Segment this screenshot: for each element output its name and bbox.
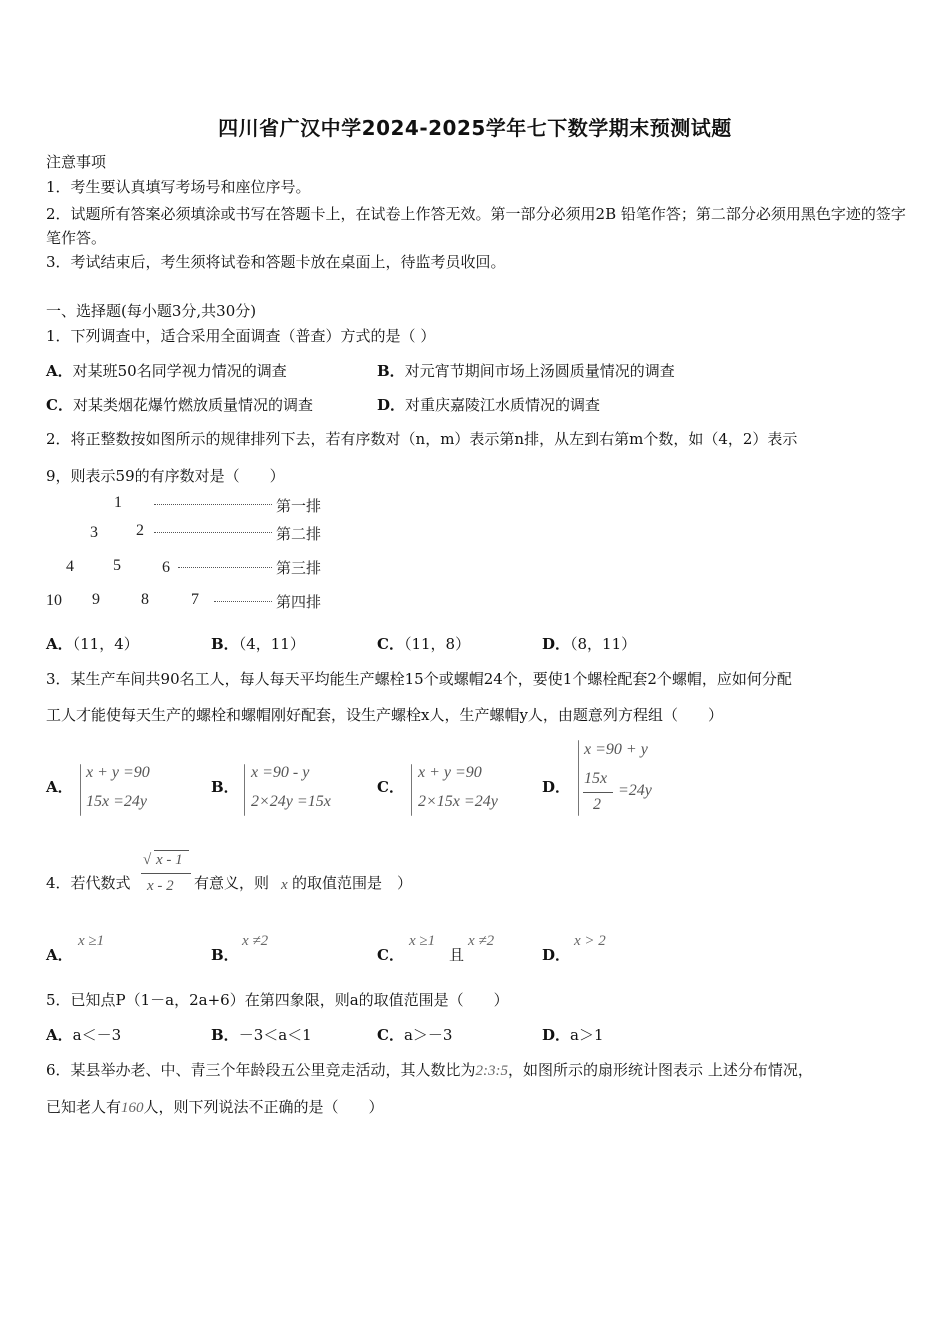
q1-stem: 1．下列调查中，适合采用全面调查（普查）方式的是（ ）: [46, 327, 436, 345]
sqrt-overline: [154, 850, 189, 851]
diagram-dotted-leader: [214, 601, 272, 602]
q4-option-c-expr2: x ≠2: [468, 933, 495, 949]
q2-option-d: D．（8，11）: [542, 635, 637, 653]
q5-option-c: C．a＞－3: [377, 1026, 453, 1044]
q4-stem-mid: 有意义，则: [194, 874, 270, 892]
diagram-number: 10: [46, 592, 62, 609]
fraction-bar: [141, 873, 191, 874]
diagram-dotted-leader: [154, 532, 272, 533]
q4-stem-pre: 4．若代数式: [46, 874, 131, 892]
q3-option-b-eq1: x =90 - y: [251, 764, 310, 781]
diagram-number: 8: [141, 591, 149, 608]
sqrt-sign: √: [143, 852, 152, 868]
q6-stem-line1: 6．某县举办老、中、青三个年龄段五公里竞走活动，其人数比为2:3:5，如图所示的扇形统计图表示 上述分布情况，: [46, 1061, 813, 1079]
q1-option-a: A．对某班50名同学视力情况的调查: [46, 362, 287, 380]
q3-option-d-eq1: x =90 + y: [584, 741, 648, 758]
q3-option-a-label: A．: [46, 778, 73, 796]
notice-item-1: 1．考生要认真填写考场号和座位序号。: [46, 178, 311, 196]
q3-stem-line1: 3．某生产车间共90名工人，每人每天平均能生产螺栓15个或螺帽24个，要使1个螺栓配套2个螺帽，应如何分配: [46, 670, 792, 688]
q2-option-b: B．（4，11）: [211, 635, 305, 653]
diagram-row-label: 第四排: [276, 593, 322, 611]
q5-stem: 5．已知点P（1－a，2a+6）在第四象限，则a的取值范围是（ ）: [46, 991, 509, 1009]
equation-brace: [80, 764, 81, 816]
notice-item-2: 2．试题所有答案必须填涂或书写在答题卡上，在试卷上作答无效。第一部分必须用2B 铅笔作答；第二部分必须用黑色字迹的签字笔作答。: [46, 205, 906, 247]
q1-option-c: C．对某类烟花爆竹燃放质量情况的调查: [46, 396, 313, 414]
q4-option-c-expr: x ≥1: [409, 933, 436, 949]
q4-stem-post: 的取值范围是 ）: [292, 874, 413, 892]
diagram-row-label: 第三排: [276, 559, 322, 577]
q3-option-b-label: B．: [211, 778, 239, 796]
diagram-number: 4: [66, 558, 74, 575]
q3-option-d-eq2-rhs: =24y: [618, 782, 652, 799]
q3-option-d-eq2-numerator: 15x: [584, 770, 608, 787]
diagram-number: 5: [113, 557, 121, 574]
q3-option-a-eq2: 15x =24y: [86, 793, 147, 810]
q3-option-d-eq2-denominator: 2: [593, 796, 601, 813]
q5-option-b: B．－3＜a＜1: [211, 1026, 312, 1044]
q5-option-d: D．a＞1: [542, 1026, 604, 1044]
equation-brace: [578, 740, 579, 816]
diagram-row-label: 第一排: [276, 497, 322, 515]
q2-stem-line1: 2．将正整数按如图所示的规律排列下去，若有序数对（n，m）表示第n排，从左到右第m个数，如（4，2）表示: [46, 430, 798, 448]
diagram-number: 6: [162, 559, 170, 576]
q4-option-b-label: B．: [211, 946, 239, 964]
fraction-bar: [583, 792, 613, 793]
diagram-row-label: 第二排: [276, 525, 322, 543]
diagram-dotted-leader: [154, 504, 272, 505]
q4-option-c-joiner: 且: [449, 946, 465, 964]
q4-option-d-label: D．: [542, 946, 571, 964]
diagram-number: 1: [114, 494, 122, 511]
q4-numerator: x - 1: [156, 852, 183, 868]
number-arrangement-diagram: [46, 492, 336, 614]
q2-stem-line2: 9，则表示59的有序数对是（ ）: [46, 467, 285, 485]
q4-option-a-label: A．: [46, 946, 73, 964]
q3-stem-line2: 工人才能使每天生产的螺栓和螺帽刚好配套，设生产螺栓x人，生产螺帽y人，由题意列方程组（ ）: [46, 706, 723, 724]
q6-ratio: 2:3:5: [475, 1063, 509, 1079]
notice-item-3: 3．考试结束后，考生须将试卷和答题卡放在桌面上，待监考员收回。: [46, 253, 506, 271]
q3-option-d-label: D．: [542, 778, 571, 796]
q3-option-a-eq1: x + y =90: [86, 764, 150, 781]
q4-option-a-expr: x ≥1: [78, 933, 105, 949]
q4-variable: x: [281, 877, 288, 893]
diagram-dotted-leader: [178, 567, 272, 568]
diagram-number: 3: [90, 524, 98, 541]
q3-option-b-eq2: 2×24y =15x: [251, 793, 331, 810]
q4-option-b-expr: x ≠2: [242, 933, 269, 949]
q1-option-d: D．对重庆嘉陵江水质情况的调查: [377, 396, 601, 414]
q4-option-c-label: C．: [377, 946, 404, 964]
equation-brace: [244, 764, 245, 816]
q4-option-d-expr: x > 2: [574, 933, 606, 949]
q3-option-c-eq2: 2×15x =24y: [418, 793, 498, 810]
section-heading: 一、选择题(每小题3分,共30分): [46, 302, 257, 320]
diagram-number: 2: [136, 522, 144, 539]
q1-option-b: B．对元宵节期间市场上汤圆质量情况的调查: [377, 362, 675, 380]
q6-count: 160: [121, 1100, 144, 1116]
diagram-number: 7: [191, 591, 199, 608]
diagram-number: 9: [92, 591, 100, 608]
q4-denominator: x - 2: [147, 878, 174, 894]
q6-stem-line2: 已知老人有160人，则下列说法不正确的是（ ）: [46, 1098, 384, 1116]
q3-option-c-label: C．: [377, 778, 404, 796]
q3-option-c-eq1: x + y =90: [418, 764, 482, 781]
q2-option-c: C．（11，8）: [377, 635, 471, 653]
page-title: 四川省广汉中学2024-2025学年七下数学期末预测试题: [218, 116, 732, 140]
q2-option-a: A．（11，4）: [46, 635, 139, 653]
notice-heading: 注意事项: [46, 153, 107, 171]
q5-option-a: A．a＜－3: [46, 1026, 122, 1044]
equation-brace: [411, 764, 412, 816]
